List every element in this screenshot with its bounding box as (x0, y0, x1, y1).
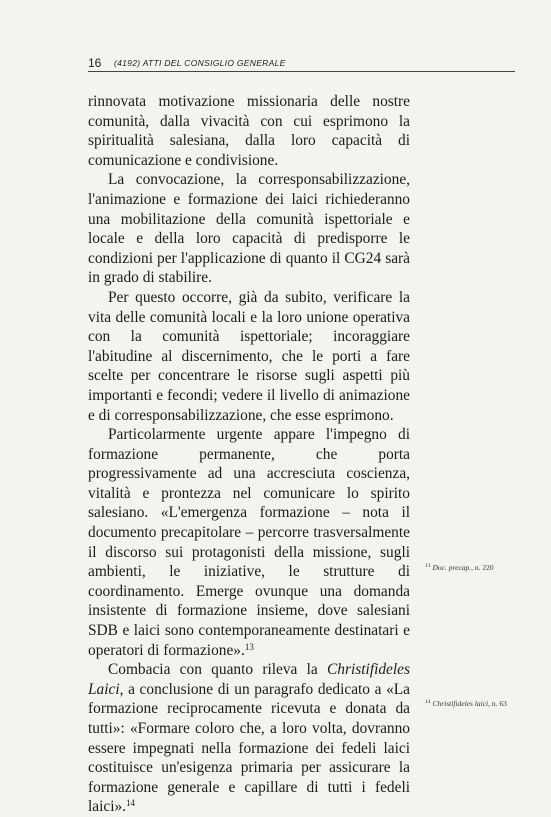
christifideles-title: Christifideles Laici (88, 661, 410, 698)
footnote-13: $^{13}$ Doc. precap., n. 220 (425, 563, 494, 572)
footnote-14: $^{14}$ Christifideles laici, n. 63 (425, 699, 507, 708)
running-title: (4192) ATTI DEL CONSIGLIO GENERALE (114, 58, 286, 68)
footnote-ref-14: 14 (126, 798, 136, 809)
paragraph-4: Particolarmente urgente appare l'impegno di formazione permanente, che porta progressivamente ad una accresciuta coscienza, vitalità e prontezza nel comunicare lo spirito salesiano. «L'emergenza formazione – nota il documento precapitolare – percorre trasversalmente il discorso sui protagonisti della missione, sugli ambienti, le iniziative, le strutture di coordinamento. Emerge ovunque una domanda insistente di formazione insieme, dove salesiani SDB e laici sono contemporaneamente destinatari e operatori di formazione».$^{13}$ (88, 426, 410, 659)
paragraph-5: Combacia con quanto rileva la Christifideles Laici, a conclusione di un paragrafo dedicato a «La formazione reciprocamente ricevuta e donata da tutti»: «Formare coloro che, a loro volta, dovranno essere impegnati nella formazione dei fedeli laici costituisce un'esigenza primaria per assicurare la formazione generale e capillare di tutti i fedeli laici».$^{14}$ (88, 661, 410, 816)
header-rule (88, 71, 515, 72)
paragraph-1: rinnovata motivazione missionaria delle nostre comunità, dalla vivacità con cui esprimono la spiritualità salesiana, dalla loro capacità di comunicazione e condivisione. (88, 93, 410, 169)
paragraph-3: Per questo occorre, già da subito, verificare la vita delle comunità locali e la loro unione operativa con la comunità ispettoriale; incoraggiare l'abitudine al discernimento, che le porti a fare scelte per concentrare le risorse sugli aspetti più importanti e fecondi; vedere il livello di animazione e di corresponsabilizzazione, che esse esprimono. (88, 288, 410, 424)
page-number: 16 (88, 56, 102, 70)
paragraph-2: La convocazione, la corresponsabilizzazione, l'animazione e formazione dei laici richiederanno una mobilitazione della comunità ispettoriale e locale e della loro capacità di predisporre le condizioni per l'applicazione di quanto il CG24 sarà in grado di stabilire. (88, 171, 410, 287)
page-header (88, 56, 515, 72)
body-text (88, 92, 410, 817)
footnote-ref-13: 13 (244, 641, 254, 652)
